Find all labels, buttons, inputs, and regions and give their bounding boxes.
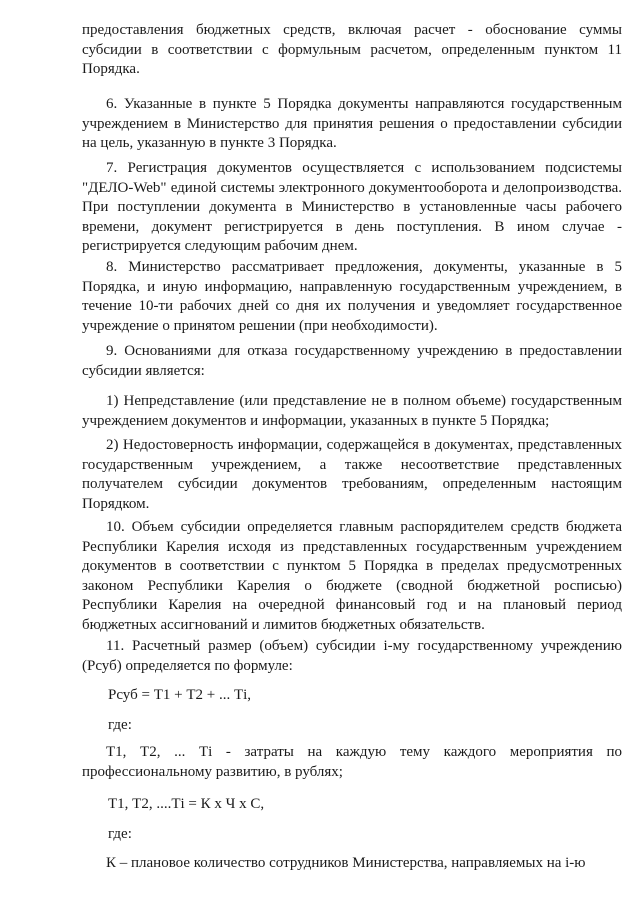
formula-costs: Т1, Т2, ....Тi = К х Ч х С, <box>108 796 265 812</box>
paragraph-9-item-2: 2) Недостоверность информации, содержащейся в документах, представленных государственным учреждением, а также несоответствие представленных получателем субсидии документов требованиям, определенным настоящим Порядком. <box>82 437 622 512</box>
paragraph-9-item-1: 1) Непредставление (или представление не в полном объеме) государственным учреждением документов и информации, указанных в пункте 5 Порядка; <box>82 393 622 429</box>
where-label-1: где: <box>108 717 132 733</box>
paragraph-8: 8. Министерство рассматривает предложения, документы, указанные в 5 Порядка, и иную информацию, направленную государственным учреждением, в течение 10-ти рабочих дней со дня их получения и уведомляет государственное учреждение о принятом решении (при необходимости). <box>82 259 622 334</box>
paragraph-6: 6. Указанные в пункте 5 Порядка документы направляются государственным учреждением в Министерство для принятия решения о предоставлении субсидии на цель, указанную в пункте 3 Порядка. <box>82 96 622 151</box>
paragraph-9: 9. Основаниями для отказа государственному учреждению в предоставлении субсидии является: <box>82 343 622 379</box>
paragraph-costs-definition: Т1, Т2, ... Тi - затраты на каждую тему каждого мероприятия по профессиональному развитию, в рублях; <box>82 744 622 780</box>
paragraph-k-definition: К – плановое количество сотрудников Министерства, направляемых на i-ю <box>106 855 586 871</box>
paragraph-10: 10. Объем субсидии определяется главным распорядителем средств бюджета Республики Карелия исходя из представленных государственным учреждением документов в соответствии с пунктом 5 Порядка в пределах предусмотренных законом Республики Карелия о бюджете (сводной бюджетной росписью) Республики Карелия на очередной финансовый год и на плановый период бюджетных ассигнований и лимитов бюджетных обязательств. <box>82 519 622 633</box>
paragraph-continuation: предоставления бюджетных средств, включая расчет - обоснование суммы субсидии в соответствии с формульным расчетом, определенным пунктом 11 Порядка. <box>82 22 622 77</box>
where-label-2: где: <box>108 826 132 842</box>
paragraph-11: 11. Расчетный размер (объем) субсидии i-му государственному учреждению (Рсуб) определяется по формуле: <box>82 638 622 674</box>
formula-subsidy: Рсуб = Т1 + Т2 + ... Тi, <box>108 687 252 703</box>
paragraph-7: 7. Регистрация документов осуществляется с использованием подсистемы "ДЕЛО-Web" единой системы электронного документооборота и делопроизводства. При поступлении документа в Министерство в установленные часы рабочего времени, документ регистрируется в день поступления. В ином случае - регистрируется следующим рабочим днем. <box>82 160 622 254</box>
